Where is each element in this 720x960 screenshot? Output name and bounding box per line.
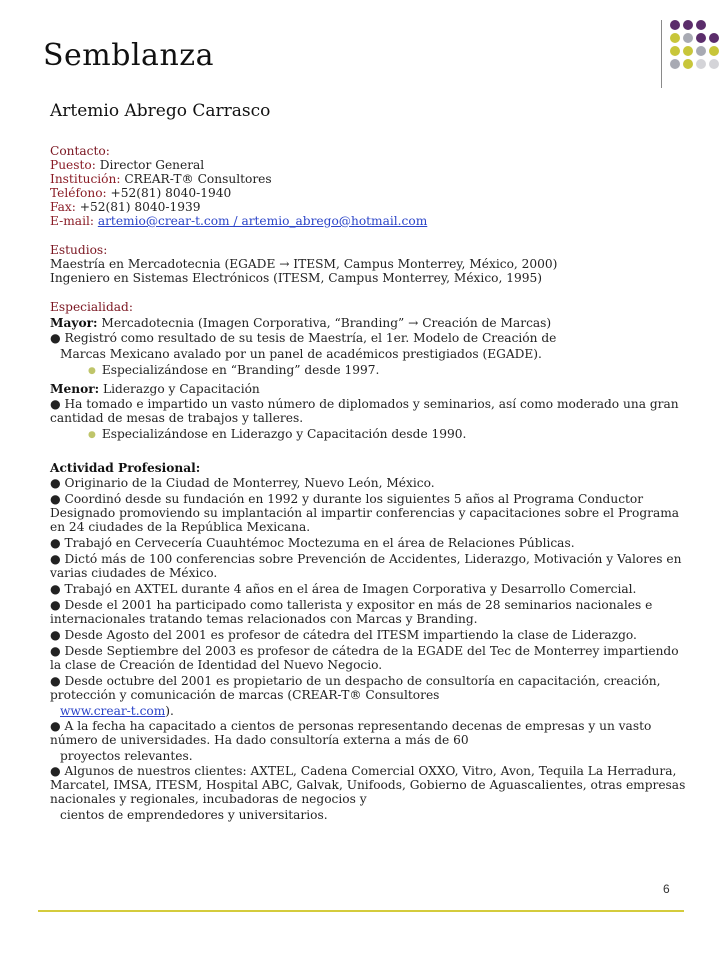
decorative-dot	[683, 59, 693, 69]
bullet-icon: ●	[50, 598, 61, 612]
decorative-dot	[696, 20, 706, 30]
decorative-dot	[696, 59, 706, 69]
decorative-dot	[709, 59, 719, 69]
mayor-label: Mayor:	[50, 316, 98, 330]
activity-item: ● Trabajó en Cervecería Cuauhtémoc Moctezuma en el área de Relaciones Públicas.	[50, 536, 575, 550]
bullet-icon: ●	[50, 476, 61, 490]
bullet-icon: ●	[50, 397, 61, 411]
slide-title: Semblanza	[43, 38, 214, 73]
activity-item: ● Desde Agosto del 2001 es profesor de cátedra del ITESM impartiendo la clase de Liderazgo.	[50, 628, 637, 642]
activity-item: ● Originario de la Ciudad de Monterrey, Nuevo León, México.	[50, 476, 435, 490]
decorative-dot	[696, 46, 706, 56]
email-link[interactable]: artemio@crear-t.com / artemio_abrego@hotmail.com	[97, 214, 428, 228]
activity-heading: Actividad Profesional:	[50, 461, 201, 475]
activity-item: ● Algunos de nuestros clientes: AXTEL, Cadena Comercial OXXO, Vitro, Avon, Tequila La Herradura, Marcatel, IMSA, ITESM, Hospital ABC, Galvak, Unifoods, Gobierno de Aguascalientes, otras empresas nacionales y regionales, incubadoras de negocios y	[50, 764, 686, 806]
bullet-icon: ●	[50, 552, 61, 566]
mayor-bullet-continuation: Marcas Mexicano avalado por un panel de académicos prestigiados (EGADE).	[60, 347, 542, 361]
contact-label: E-mail:	[50, 214, 94, 228]
mayor-bullet: Registró como resultado de su tesis de Maestría, el 1er. Modelo de Creación de	[60, 331, 557, 345]
menor-label: Menor:	[50, 382, 100, 396]
decorative-dot	[683, 33, 693, 43]
activity-item: ● Desde el 2001 ha participado como tallerista y expositor en más de 28 seminarios nacionales e internacionales tratando temas relacionados con Marcas y Branding.	[50, 598, 653, 626]
studies-heading: Estudios:	[50, 243, 108, 257]
bullet-icon: ●	[50, 674, 61, 688]
activity-item: ● Coordinó desde su fundación en 1992 y durante los siguientes 5 años al Programa Conductor Designado promoviendo su implantación al impartir conferencias y capacitaciones sobre el Programa en 24 ciudades de la República Mexicana.	[50, 492, 680, 534]
bullet-icon: ●	[50, 719, 61, 733]
bullet-icon: ●	[50, 536, 61, 550]
activity-item: ● Desde Septiembre del 2003 es profesor de cátedra de la EGADE del Tec de Monterrey impartiendo la clase de Creación de Identidad del Nuevo Negocio.	[50, 644, 679, 672]
bullet-icon: ●	[50, 644, 61, 658]
decorative-dot	[709, 46, 719, 56]
bullet-icon: ●	[50, 628, 61, 642]
contact-label: Institución:	[50, 172, 121, 186]
contact-label: Puesto:	[50, 158, 96, 172]
footer-rule	[38, 910, 684, 912]
contact-label: Teléfono:	[50, 186, 107, 200]
activity-item: ● A la fecha ha capacitado a cientos de personas representando decenas de empresas y un vasto número de universidades. Ha dado consultoría externa a más de 60	[50, 719, 652, 747]
contact-heading: Contacto:	[50, 144, 110, 158]
activity-item: ● Desde octubre del 2001 es propietario de un despacho de consultoría en capacitación, creación, protección y comunicación de marcas (CREAR-T® Consultores	[50, 674, 661, 702]
decorative-dot	[683, 20, 693, 30]
activity-item: ● Trabajó en AXTEL durante 4 años en el área de Imagen Corporativa y Desarrollo Comercial.	[50, 582, 637, 596]
decorative-dot	[670, 20, 680, 30]
mayor-text: Mercadotecnia (Imagen Corporativa, “Branding” → Creación de Marcas)	[97, 316, 552, 330]
activity-item: ● Dictó más de 100 conferencias sobre Prevención de Accidentes, Liderazgo, Motivación y Valores en varias ciudades de México.	[50, 552, 682, 580]
contact-value: +52(81) 8040-1939	[75, 200, 201, 214]
mayor-sub-bullet: Especializándose en “Branding” desde 1997.	[101, 363, 380, 377]
activity-list	[50, 476, 688, 702]
decorative-dot	[670, 59, 680, 69]
contact-row-institution	[50, 172, 688, 186]
activity-item-continuation: proyectos relevantes.	[60, 749, 193, 763]
bullet-icon: ●	[50, 582, 61, 596]
person-name: Artemio Abrego Carrasco	[50, 101, 271, 121]
contact-row-fax	[50, 200, 688, 214]
website-link[interactable]: www.crear-t.com	[60, 704, 166, 718]
bullet-icon: ●	[50, 331, 61, 345]
document-body	[50, 100, 688, 822]
menor-text: Liderazgo y Capacitación	[99, 382, 260, 396]
page-number: 6	[663, 882, 670, 896]
decorative-dot	[670, 46, 680, 56]
decorative-dot	[696, 33, 706, 43]
contact-row-position	[50, 158, 688, 172]
specialty-heading: Especialidad:	[50, 300, 133, 314]
contact-value: +52(81) 8040-1940	[106, 186, 232, 200]
decorative-vertical-line	[661, 20, 662, 88]
decorative-dot	[670, 33, 680, 43]
contact-value: Director General	[95, 158, 205, 172]
bullet-icon: ●	[50, 492, 61, 506]
contact-label: Fax:	[50, 200, 76, 214]
decorative-dot	[683, 46, 693, 56]
contact-row-email	[50, 214, 688, 228]
menor-bullet: Ha tomado e impartido un vasto número de diplomados y seminarios, así como moderado una gran cantidad de mesas de trabajos y talleres.	[50, 397, 679, 425]
menor-sub-bullet: Especializándose en Liderazgo y Capacitación desde 1990.	[101, 427, 467, 441]
contact-row-phone	[50, 186, 688, 200]
sub-bullet-icon: ●	[88, 366, 96, 376]
link-tail: ).	[165, 704, 174, 718]
decorative-dot	[709, 33, 719, 43]
activity-item-continuation: cientos de emprendedores y universitarios.	[60, 808, 328, 822]
studies-line: Maestría en Mercadotecnia (EGADE → ITESM, Campus Monterrey, México, 2000)	[50, 257, 558, 271]
sub-bullet-icon: ●	[88, 430, 96, 440]
studies-line: Ingeniero en Sistemas Electrónicos (ITESM, Campus Monterrey, México, 1995)	[50, 271, 543, 285]
bullet-icon: ●	[50, 764, 61, 778]
contact-value: CREAR-T® Consultores	[120, 172, 272, 186]
